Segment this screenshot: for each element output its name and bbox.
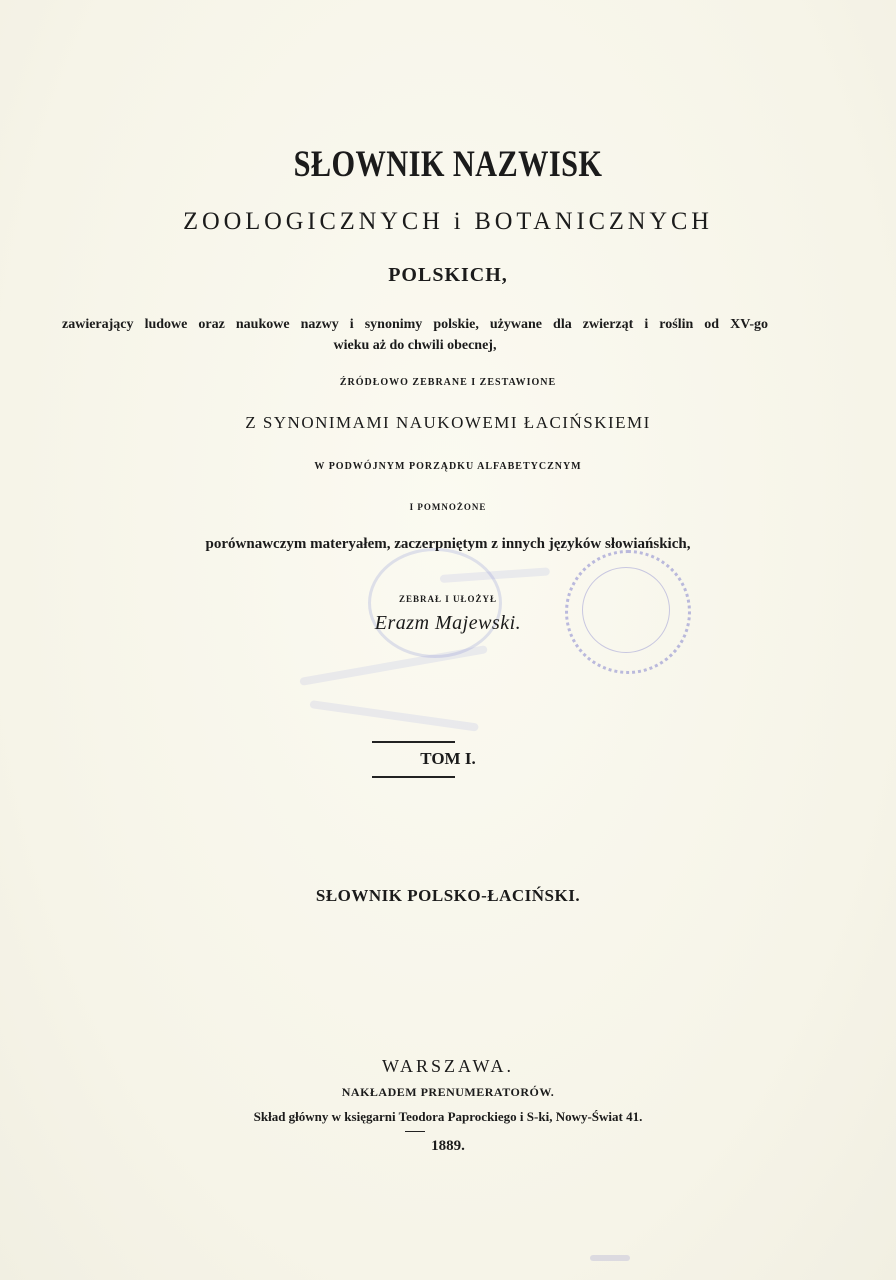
book-title: SŁOWNIK NAZWISK [293, 144, 603, 185]
description-line-1: zawierający ludowe oraz naukowe nazwy i synonimy polskie, używane dla zwierząt i roślin od XV-go [62, 317, 768, 332]
description-line-2: wieku aż do chwili obecnej, [333, 338, 497, 353]
book-subtitle-continued: POLSKICH, [388, 264, 508, 286]
imprint-publisher: NAKŁADEM PRENUMERATORÓW. [341, 1085, 555, 1099]
ink-smudge [309, 700, 478, 732]
collected-by-note: ZEBRAŁ I UŁOŻYŁ [398, 594, 498, 604]
synonyms-heading: Z SYNONIMAMI NAUKOWEMI ŁACIŃSKIEMI [245, 413, 651, 432]
ink-smudge [590, 1255, 630, 1261]
book-subtitle: ZOOLOGICZNYCH i BOTANICZNYCH [183, 208, 713, 235]
ink-smudge [440, 567, 550, 583]
imprint-warehouse: Skład główny w księgarni Teodora Paprockiego i S-ki, Nowy-Świat 41. [253, 1109, 643, 1124]
compiled-note: ŹRÓDŁOWO ZEBRANE I ZESTAWIONE [339, 377, 557, 388]
augmented-note: I POMNOŻONE [409, 502, 487, 512]
volume-rule-bottom [372, 776, 455, 778]
description-paragraph [62, 314, 768, 356]
comparative-note: porównawczym materyałem, zaczerpniętym z innych języków słowiańskich, [205, 536, 691, 552]
author-name: Erazm Majewski. [374, 612, 522, 634]
volume-label: TOM I. [420, 749, 476, 768]
dictionary-type: SŁOWNIK POLSKO-ŁACIŃSKI. [315, 886, 581, 905]
imprint-year: 1889. [431, 1138, 465, 1154]
library-stamp-inner-ring [582, 567, 670, 653]
volume-rule-top [372, 741, 455, 743]
order-note: W PODWÓJNYM PORZĄDKU ALFABETYCZNYM [314, 461, 582, 472]
imprint-city: WARSZAWA. [381, 1056, 515, 1076]
ink-smudge [299, 645, 488, 686]
imprint-rule [405, 1131, 425, 1132]
